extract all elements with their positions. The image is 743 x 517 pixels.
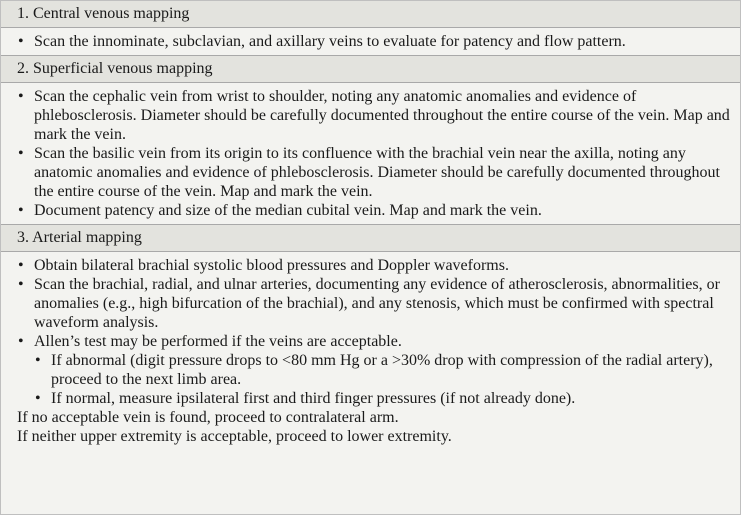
bullet-list — [17, 87, 732, 220]
note-lower-extremity: If neither upper extremity is acceptable, proceed to lower extremity. — [17, 428, 452, 445]
note-contralateral: If no acceptable vein is found, proceed to contralateral arm. — [17, 409, 399, 426]
section-heading-central-venous: 1. Central venous mapping — [1, 1, 740, 28]
sub-bullet-list — [34, 351, 732, 408]
section-heading-arterial: 3. Arterial mapping — [1, 224, 740, 252]
section-heading-superficial-venous: 2. Superficial venous mapping — [1, 55, 740, 83]
section-body-arterial — [1, 252, 740, 452]
list-item: • Scan the basilic vein from its origin to its confluence with the brachial vein near the axilla, noting any anatomic anomalies and evidence of phlebosclerosis. Diameter should be carefully documented throughout the entire course of the vein. Map and mark the vein. — [17, 144, 732, 201]
list-item: • Document patency and size of the median cubital vein. Map and mark the vein. — [17, 201, 732, 220]
sub-list-item: • If normal, measure ipsilateral first and third finger pressures (if not already done). — [34, 389, 732, 408]
section-body-superficial-venous — [1, 83, 740, 224]
section-body-central-venous — [1, 28, 740, 55]
list-item: • Obtain bilateral brachial systolic blood pressures and Doppler waveforms. — [17, 256, 732, 275]
list-item: • Scan the brachial, radial, and ulnar arteries, documenting any evidence of atherosclerosis, abnormalities, or anomalies (e.g., high bifurcation of the brachial), and any stenosis, which must be confirmed with spectral waveform analysis. — [17, 275, 732, 332]
list-item-text: Allen’s test may be performed if the veins are acceptable. — [34, 333, 402, 350]
sub-list-item: • If abnormal (digit pressure drops to <80 mm Hg or a >30% drop with compression of the radial artery), proceed to the next limb area. — [34, 351, 732, 389]
bullet-list — [17, 256, 732, 408]
bullet-list — [17, 32, 732, 51]
list-item: • Scan the cephalic vein from wrist to shoulder, noting any anatomic anomalies and evidence of phlebosclerosis. Diameter should be carefully documented throughout the entire course of the vein. Map and mark the vein. — [17, 87, 732, 144]
list-item — [17, 332, 732, 408]
list-item: • Scan the innominate, subclavian, and axillary veins to evaluate for patency and flow pattern. — [17, 32, 732, 51]
